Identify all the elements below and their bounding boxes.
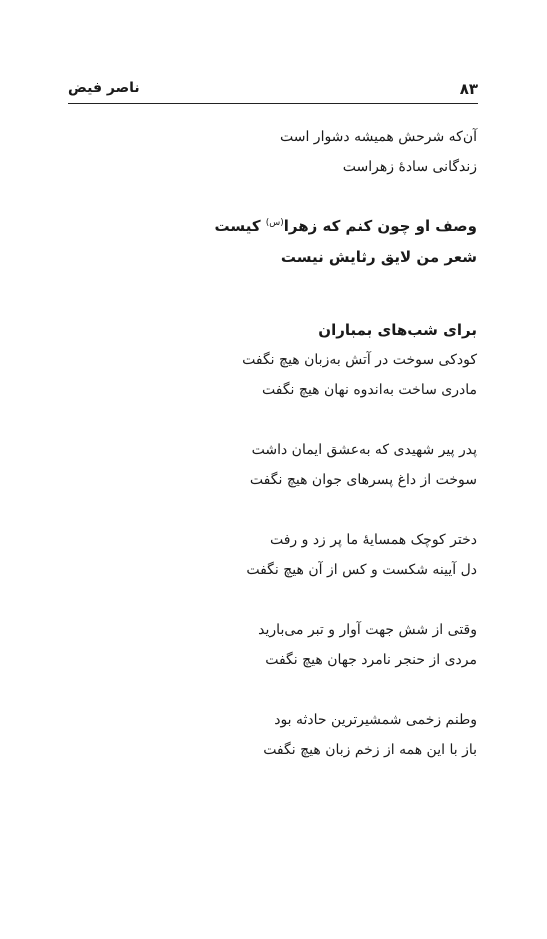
bold-line1-after: کیست xyxy=(214,217,266,235)
couplet2-line2: سوخت از داغ پسرهای جوان هیچ نگفت xyxy=(249,472,477,488)
couplet3-line1: دختر کوچک همسایهٔ ما پر زد و رفت xyxy=(269,532,477,548)
poem-title: برای شب‌های بمباران xyxy=(318,321,477,339)
couplet2-line1: پدر پیر شهیدی که به‌عشق ایمان داشت xyxy=(251,442,477,458)
honorific-mark: (س) xyxy=(265,218,284,228)
page-number: ۸۳ xyxy=(459,80,478,98)
couplet4-line1: وقتی از شش جهت آوار و تبر می‌بارید xyxy=(258,622,477,638)
couplet3-line2: دل آیینه شکست و کس از آن هیچ نگفت xyxy=(246,562,477,578)
bold-line1-before: وصف او چون کنم که زهرا xyxy=(283,217,477,235)
couplet5-line2: باز با این همه از زخم زبان هیچ نگفت xyxy=(263,742,477,758)
bold-stanza-line1 xyxy=(215,216,477,236)
couplet1-line2: مادری ساخت به‌اندوه نهان هیچ نگفت xyxy=(262,382,477,398)
couplet4-line2: مردی از حنجر نامرد جهان هیچ نگفت xyxy=(265,652,477,668)
author-name: ناصر فیض xyxy=(68,80,140,96)
couplet5-line1: وطنم زخمی شمشیرترین حادثه بود xyxy=(274,712,477,728)
stanza1-line1: آن‌که شرحش همیشه دشوار است xyxy=(279,129,477,145)
page-header xyxy=(68,80,478,102)
header-divider xyxy=(68,103,478,104)
bold-stanza-line2: شعر من لایق رثایش نیست xyxy=(280,248,477,266)
couplet1-line1: کودکی سوخت در آتش به‌زبان هیچ نگفت xyxy=(242,352,477,368)
stanza1-line2: زندگانی سادهٔ زهراست xyxy=(342,159,477,175)
